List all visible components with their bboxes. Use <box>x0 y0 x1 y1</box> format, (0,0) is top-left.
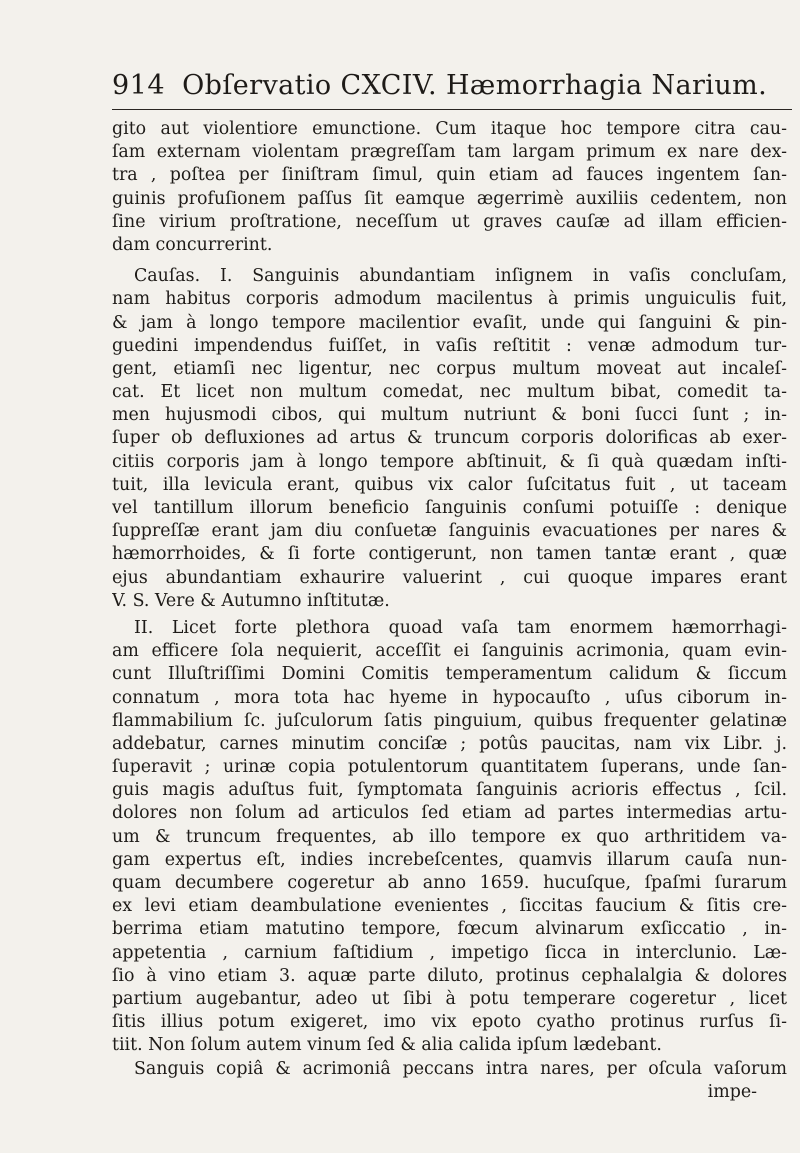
text-line: cunt Illuſtriſſimi Domini Comitis temperamentum calidum & ſiccum <box>112 664 787 685</box>
text-line: ſam externam violentam prægreſſam tam largam primum ex nare dex- <box>112 142 787 163</box>
text-line: flammabilium ſc. juſculorum ſatis pinguium, quibus frequenter gelatinæ <box>112 710 787 731</box>
text-line: ſio à vino etiam 3. aquæ parte diluto, protinus cephalalgia & dolores <box>112 965 787 986</box>
text-line: am efficere ſola nequierit, acceſſit ei ſanguinis acrimonia, quam evin- <box>112 641 787 662</box>
text-line: gam expertus eſt, indies increbeſcentes, quamvis illarum cauſa nun- <box>112 849 787 870</box>
text-line: Cauſas. I. Sanguinis abundantiam inſignem in vaſis concluſam, <box>134 266 787 287</box>
catchword: impe- <box>707 1081 757 1102</box>
text-line: citiis corporis jam à longo tempore abſtinuit, & ſi quà quædam inſti- <box>112 451 787 472</box>
text-line: guedini impendendus fuiſſet, in vaſis reſtitit : venæ admodum tur- <box>112 335 787 356</box>
text-line: um & truncum frequentes, ab illo tempore ex quo arthritidem va- <box>112 826 787 847</box>
text-line: quam decumbere cogeretur ab anno 1659. hucuſque, ſpaſmi ſurarum <box>112 873 787 893</box>
text-line: guinis profuſionem paſſus ſit eamque ægerrimè auxiliis cedentem, non <box>112 188 787 209</box>
text-line: Sanguis copiâ & acrimoniâ peccans intra nares, per oſcula vaſorum <box>134 1058 787 1079</box>
page-header <box>112 70 792 110</box>
text-line: connatum , mora tota hac hyeme in hypocauſto , uſus ciborum in- <box>112 687 787 708</box>
text-line: berrima etiam matutino tempore, fœcum alvinarum exſiccatio , in- <box>112 919 787 940</box>
text-line: addebatur, carnes minutim conciſæ ; potûs paucitas, nam vix Libr. j. <box>112 733 787 754</box>
text-line: appetentia , carnium faſtidium , impetigo ſicca in interclunio. Læ- <box>112 942 787 963</box>
text-line: dolores non ſolum ad articulos ſed etiam ad partes intermedias artu- <box>112 803 787 824</box>
text-line: tra , poſtea per ſiniſtram ſimul, quin etiam ad fauces ingentem ſan- <box>112 165 787 186</box>
text-line: ſine virium proſtratione, neceſſum ut graves cauſæ ad illam efficien- <box>112 211 787 232</box>
text-line: ejus abundantiam exhaurire valuerint , cui quoque impares erant <box>112 567 787 588</box>
paragraph-1 <box>112 118 787 257</box>
paragraph-3 <box>112 617 787 1081</box>
text-line: dam concurrerint. <box>112 234 273 255</box>
header-rule <box>112 109 792 110</box>
text-line: nam habitus corporis admodum macilentus à primis unguiculis fuit, <box>112 289 787 310</box>
text-line: cat. Et licet non multum comedat, nec multum bibat, comedit ta- <box>112 382 787 403</box>
text-line: ſitis illius potum exigeret, imo vix epoto cyatho protinus rurſus ſi- <box>112 1012 787 1033</box>
text-line: vel tantillum illorum beneficio ſanguinis conſumi potuiſſe : denique <box>112 498 787 518</box>
text-line: hæmorrhoides, & ſi forte contigerunt, non tamen tantæ erant , quæ <box>112 544 787 565</box>
paragraph-2 <box>112 265 787 613</box>
text-line: & jam à longo tempore macilentior evaſit, unde qui ſanguini & pin- <box>112 312 787 333</box>
page-number: 914 <box>112 70 166 101</box>
text-line: gito aut violentiore emunctione. Cum itaque hoc tempore citra cau- <box>112 119 787 139</box>
text-line: partium augebantur, adeo ut ſibi à potu temperare cogeretur , licet <box>112 988 787 1009</box>
text-line: tiit. Non ſolum autem vinum ſed & alia calida ipſum lædebant. <box>112 1035 662 1056</box>
text-line: ſuppreſſæ erant jam diu conſuetæ ſanguinis evacuationes per nares & <box>112 521 787 542</box>
text-line: ex levi etiam deambulatione evenientes , ſiccitas faucium & ſitis cre- <box>112 896 787 917</box>
running-head: Obſervatio CXCIV. Hæmorrhagia Narium. <box>182 70 768 101</box>
text-line: men hujusmodi cibos, qui multum nutriunt & boni ſucci ſunt ; in- <box>112 405 787 426</box>
text-line: ſuperavit ; urinæ copia potulentorum quantitatem ſuperans, unde ſan- <box>112 757 787 778</box>
text-line: gent, etiamſi nec ligentur, nec corpus multum moveat aut incaleſ- <box>112 358 787 379</box>
text-line: ſuper ob defluxiones ad artus & truncum corporis dolorificas ab exer- <box>112 428 787 449</box>
text-line: II. Licet forte plethora quoad vaſa tam enormem hæmorrhagi- <box>134 617 787 638</box>
text-body <box>112 118 787 1104</box>
text-line: guis magis aduſtus fuit, ſymptomata ſanguinis acrioris effectus , ſcil. <box>112 780 787 801</box>
text-line: tuit, illa levicula erant, quibus vix calor ſuſcitatus fuit , ut taceam <box>112 474 787 495</box>
text-line: V. S. Vere & Autumno inſtitutæ. <box>112 590 390 611</box>
